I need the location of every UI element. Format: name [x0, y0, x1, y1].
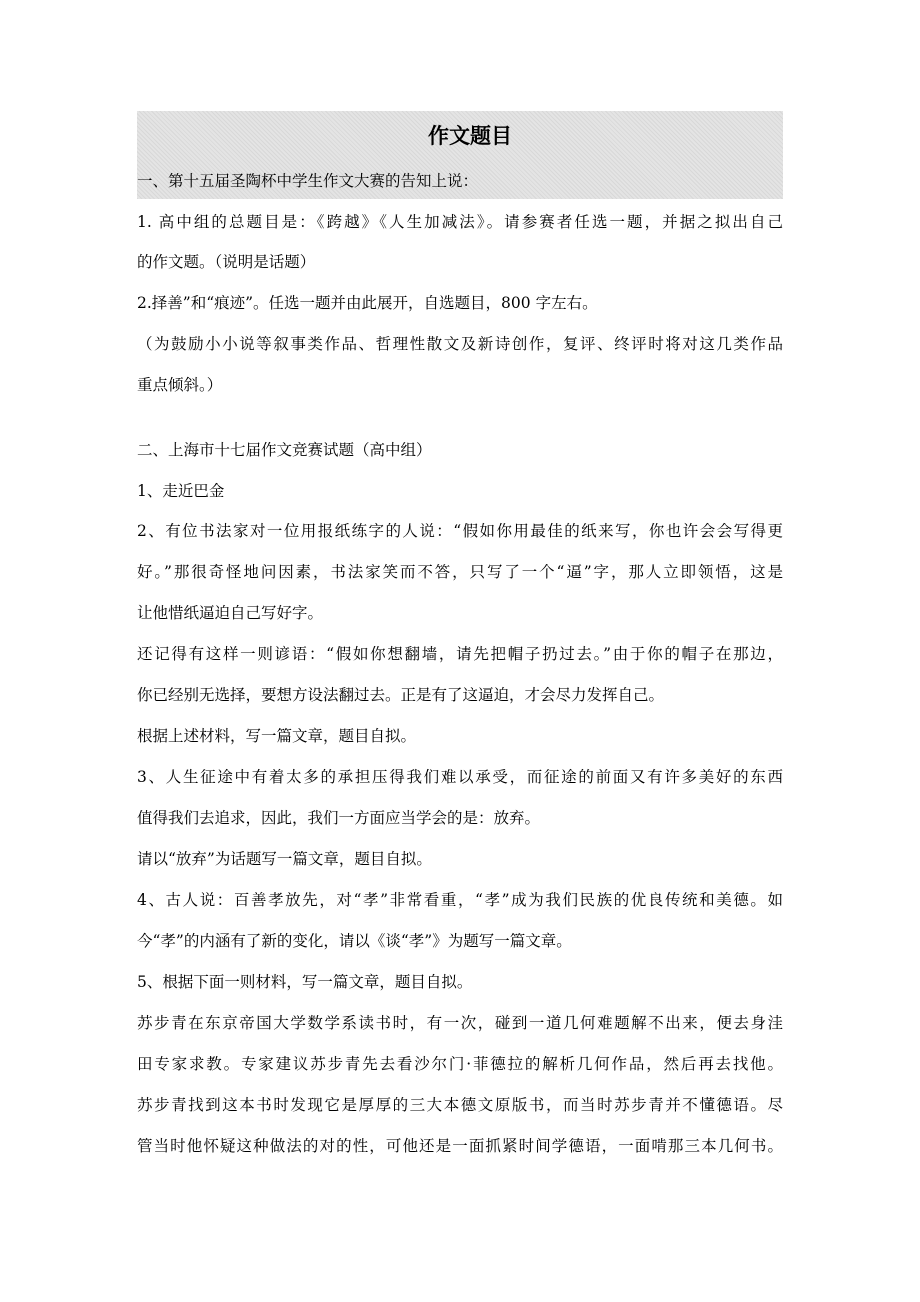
text-line: 1、走近巴金	[137, 482, 225, 500]
section-heading: 二、上海市十七届作文竞赛试题（高中组）	[137, 441, 432, 459]
text-line: 重点倾斜。）	[137, 376, 223, 394]
document-title: 作文题目	[428, 124, 512, 148]
text-line: 田专家求教。专家建议苏步青先去看沙尔门·菲德拉的解析几何作品，然后再去找他。	[137, 1055, 783, 1073]
text-line: （为鼓励小小说等叙事类作品、哲理性散文及新诗创作，复评、终评时将对这几类作品	[137, 335, 783, 353]
text-line: 4、古人说：百善孝放先，对“孝”非常看重，“孝”成为我们民族的优良传统和美德。如	[137, 891, 783, 909]
text-line: 还记得有这样一则谚语：“假如你想翻墙，请先把帽子扔过去。”由于你的帽子在那边，	[137, 645, 783, 663]
text-line: 2.择善”和“痕迹”。任选一题并由此展开，自选题目，800 字左右。	[137, 294, 598, 312]
text-line: 请以“放弃”为话题写一篇文章，题目自拟。	[137, 850, 432, 868]
text-line: 管当时他怀疑这种做法的对的性，可他还是一面抓紧时间学德语，一面啃那三本几何书。	[137, 1137, 783, 1155]
text-line: 根据上述材料，写一篇文章，题目自拟。	[137, 727, 417, 745]
text-line: 1. 高中组的总题目是：《跨越》《人生加减法》。请参赛者任选一题，并据之拟出自己	[137, 213, 783, 231]
text-line: 3、人生征途中有着太多的承担压得我们难以承受，而征途的前面又有许多美好的东西	[137, 768, 783, 786]
text-line: 你已经别无选择，要想方设法翻过去。正是有了这逼迫，才会尽力发挥自己。	[137, 686, 665, 704]
text-line: 5、根据下面一则材料，写一篇文章，题目自拟。	[137, 973, 473, 991]
text-line: 好。”那很奇怪地问因素，书法家笑而不答，只写了一个“逼”字，那人立即领悟，这是	[137, 563, 783, 581]
text-line: 苏步青在东京帝国大学数学系读书时，有一次，碰到一道几何难题解不出来，便去身洼	[137, 1014, 783, 1032]
text-line: 苏步青找到这本书时发现它是厚厚的三大本德文原版书，而当时苏步青并不懂德语。尽	[137, 1096, 783, 1114]
text-line: 值得我们去追求，因此，我们一方面应当学会的是：放弃。	[137, 809, 541, 827]
text-line: 让他惜纸逼迫自己写好字。	[137, 604, 324, 622]
text-line: 的作文题。（说明是话题）	[137, 253, 316, 271]
section-heading: 一、第十五届圣陶杯中学生作文大赛的告知上说：	[137, 172, 479, 190]
text-line: 今“孝”的内涵有了新的变化，请以《谈“孝”》为题写一篇文章。	[137, 932, 572, 950]
text-line: 2、有位书法家对一位用报纸练字的人说：“假如你用最佳的纸来写，你也许会会写得更	[137, 522, 783, 540]
